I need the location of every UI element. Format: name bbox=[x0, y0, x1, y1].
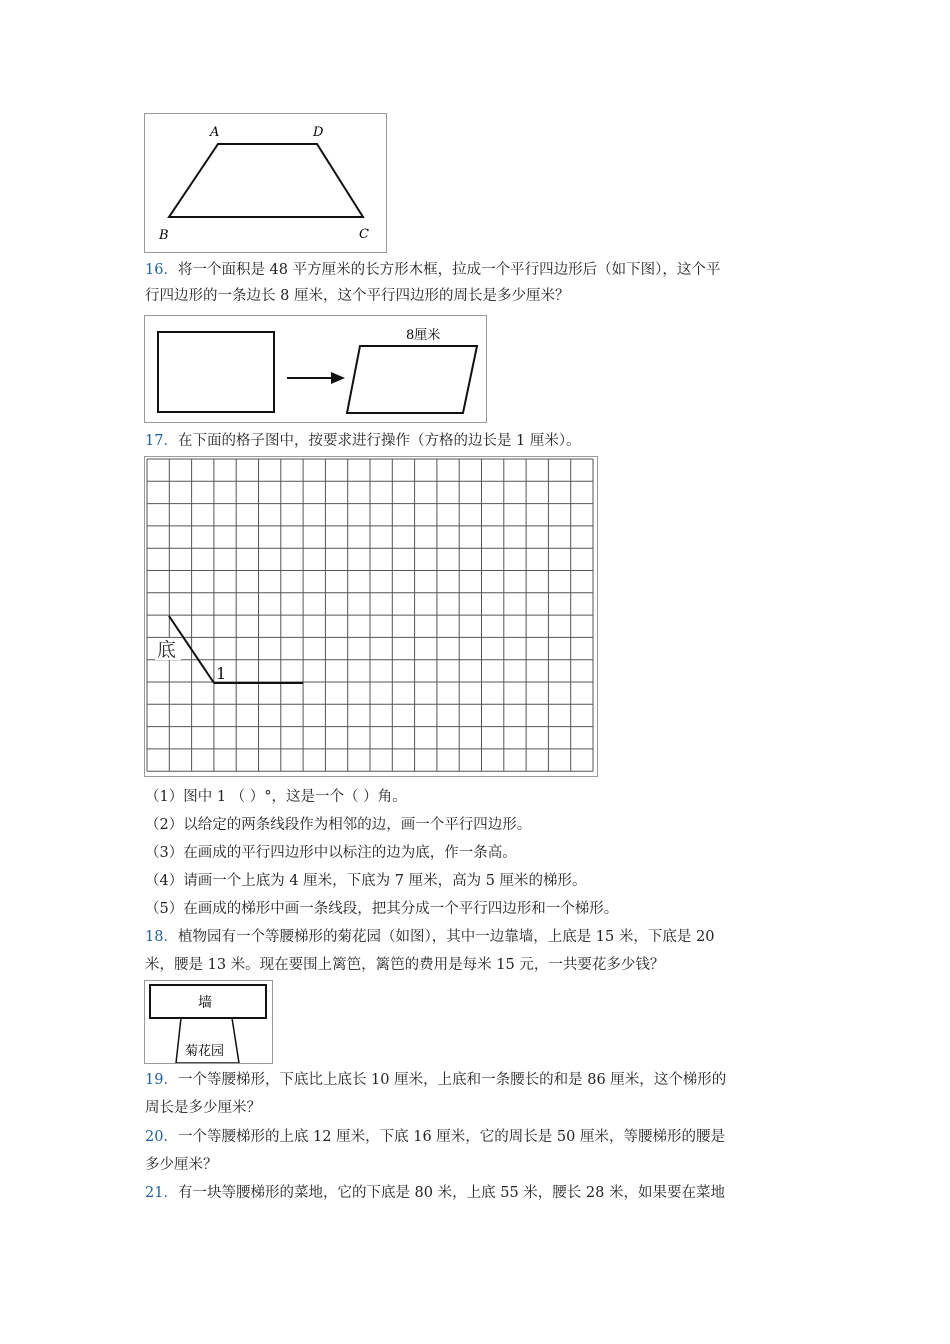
q16-line-1: 16．将一个面积是 48 平方厘米的长方形木框，拉成一个平行四边形后（如下图），这个平 bbox=[145, 262, 721, 278]
q19-text-2: 周长是多少厘米？ bbox=[145, 1100, 261, 1116]
wall-label: 墙 bbox=[198, 995, 212, 1011]
q18-text-2: 米，腰是 13 米。现在要围上篱笆，篱笆的费用是每米 15 元，一共要花多少钱？ bbox=[145, 957, 665, 973]
q16-text-2: 行四边形的一条边长 8 厘米，这个平行四边形的周长是多少厘米？ bbox=[145, 288, 570, 304]
trapezoid-svg bbox=[145, 114, 386, 252]
q17-sub-3 bbox=[145, 843, 517, 863]
q16-line-2 bbox=[145, 286, 569, 306]
vertex-label-d: D bbox=[313, 125, 324, 140]
q17-sub-2-text: （2）以给定的两条线段作为相邻的边，画一个平行四边形。 bbox=[145, 817, 532, 833]
vertex-label-b: B bbox=[159, 228, 169, 243]
q17-sub-5 bbox=[145, 899, 618, 919]
arrow-head-icon bbox=[331, 372, 345, 384]
q20-text-2: 多少厘米？ bbox=[145, 1157, 218, 1173]
q17-sub-4-text: （4）请画一个上底为 4 厘米，下底为 7 厘米，高为 5 厘米的梯形。 bbox=[145, 873, 587, 889]
parallelogram-shape bbox=[347, 346, 477, 413]
rectangle-to-parallelogram-figure bbox=[144, 315, 487, 423]
garden-svg bbox=[145, 981, 272, 1063]
garden-figure bbox=[144, 980, 273, 1064]
q19-text-1: 一个等腰梯形，下底比上底长 10 厘米，上底和一条腰长的和是 86 厘米，这个梯形的 bbox=[177, 1072, 727, 1088]
q17-sub-4 bbox=[145, 871, 587, 891]
q16-text-1: 将一个面积是 48 平方厘米的长方形木框，拉成一个平行四边形后（如下图），这个平 bbox=[177, 262, 721, 278]
q17-text-1: 在下面的格子图中，按要求进行操作（方格的边长是 1 厘米）。 bbox=[177, 433, 581, 449]
rect-para-svg bbox=[145, 316, 486, 422]
q21-number: 21 bbox=[145, 1185, 164, 1201]
q19-number: 19 bbox=[145, 1072, 164, 1088]
q18-number: 18 bbox=[145, 929, 164, 945]
vertex-label-c: C bbox=[359, 227, 369, 242]
rectangle-shape bbox=[158, 332, 274, 412]
q17-sub-5-text: （5）在画成的梯形中画一条线段，把其分成一个平行四边形和一个梯形。 bbox=[145, 901, 619, 917]
q18-line-2 bbox=[145, 955, 664, 975]
q17-sub-1-text: （1）图中 1 （ ）°，这是一个（ ）角。 bbox=[145, 789, 407, 805]
side-length-label: 8厘米 bbox=[406, 328, 441, 343]
trapezoid-shape bbox=[169, 144, 363, 217]
angle-label: 1 bbox=[216, 664, 227, 683]
grid-lines bbox=[147, 459, 593, 771]
q21-line-1: 21．有一块等腰梯形的菜地，它的下底是 80 米，上底 55 米，腰长 28 米，如果要在菜地 bbox=[145, 1185, 725, 1201]
q20-line-2 bbox=[145, 1155, 218, 1175]
q18-text-1: 植物园有一个等腰梯形的菊花园（如图），其中一边靠墙，上底是 15 米，下底是 20 bbox=[177, 929, 715, 945]
vertex-label-a: A bbox=[210, 125, 220, 140]
q19-line-2 bbox=[145, 1098, 261, 1118]
q17-sub-3-text: （3）在画成的平行四边形中以标注的边为底，作一条高。 bbox=[145, 845, 517, 861]
garden-label: 菊花园 bbox=[185, 1044, 225, 1059]
q17-number: 17 bbox=[145, 433, 164, 449]
grid-figure bbox=[144, 456, 598, 777]
q20-text-1: 一个等腰梯形的上底 12 厘米，下底 16 厘米，它的周长是 50 厘米，等腰梯形的腰是 bbox=[177, 1129, 725, 1145]
q17-sub-1 bbox=[145, 787, 407, 807]
q20-number: 20 bbox=[145, 1129, 164, 1145]
q20-line-1: 20．一个等腰梯形的上底 12 厘米，下底 16 厘米，它的周长是 50 厘米，等腰梯形的腰是 bbox=[145, 1129, 725, 1145]
q21-text-1: 有一块等腰梯形的菜地，它的下底是 80 米，上底 55 米，腰长 28 米，如果要在菜地 bbox=[177, 1185, 725, 1201]
q17-line-1: 17．在下面的格子图中，按要求进行操作（方格的边长是 1 厘米）。 bbox=[145, 433, 581, 449]
q16-number: 16 bbox=[145, 262, 164, 278]
q17-sub-2 bbox=[145, 815, 531, 835]
q19-line-1: 19．一个等腰梯形，下底比上底长 10 厘米，上底和一条腰长的和是 86 厘米，这个梯形的 bbox=[145, 1072, 727, 1088]
base-label: 底 bbox=[157, 639, 177, 661]
trapezoid-figure bbox=[144, 113, 387, 253]
grid-svg bbox=[145, 457, 597, 776]
q18-line-1: 18．植物园有一个等腰梯形的菊花园（如图），其中一边靠墙，上底是 15 米，下底是 20 bbox=[145, 929, 715, 945]
